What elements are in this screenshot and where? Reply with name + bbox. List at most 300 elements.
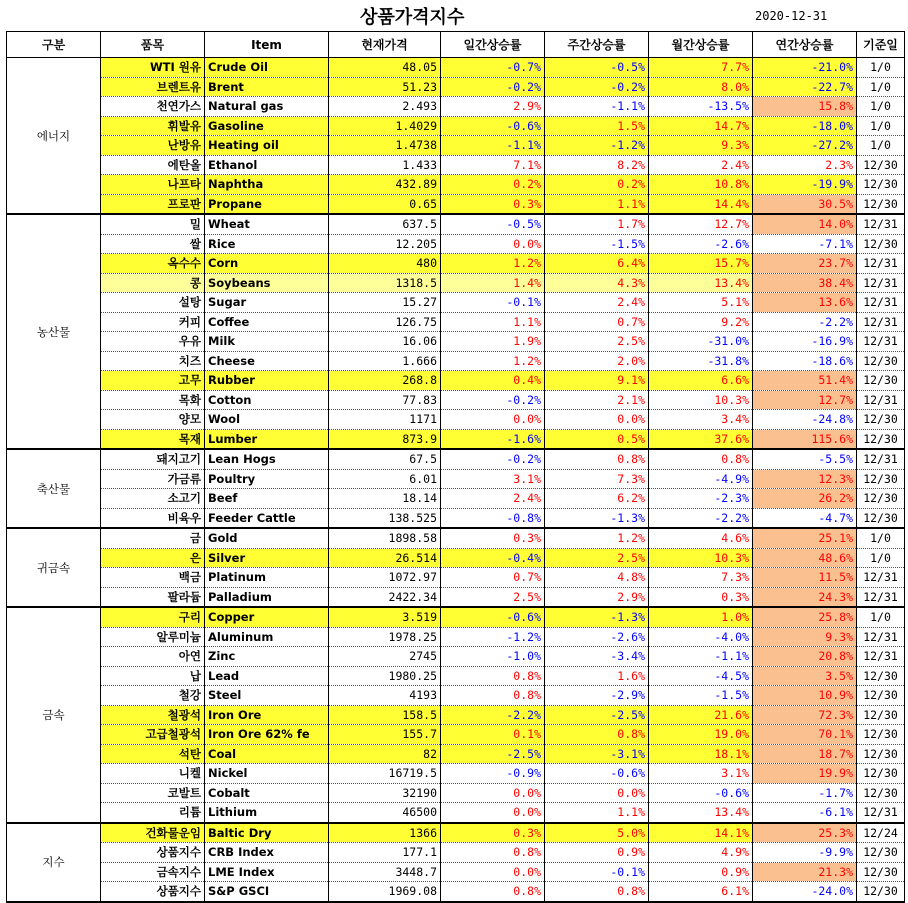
table-row <box>7 371 905 391</box>
table-row <box>7 175 905 195</box>
table-row <box>7 116 905 136</box>
item-name: LME Index <box>205 862 329 882</box>
weekly-change: 0.7% <box>545 312 649 332</box>
weekly-change: 5.0% <box>545 823 649 843</box>
korean-name: 옥수수 <box>101 254 205 274</box>
current-price: 1898.58 <box>329 528 441 548</box>
item-name: Platinum <box>205 568 329 588</box>
weekly-change: -0.2% <box>545 77 649 97</box>
current-price: 1318.5 <box>329 273 441 293</box>
monthly-change: 8.0% <box>649 77 753 97</box>
monthly-change: -31.0% <box>649 332 753 352</box>
current-price: 1969.08 <box>329 882 441 902</box>
weekly-change: -1.5% <box>545 234 649 254</box>
annual-change: 11.5% <box>753 568 857 588</box>
weekly-change: 9.1% <box>545 371 649 391</box>
korean-name: 고무 <box>101 371 205 391</box>
current-price: 12.205 <box>329 234 441 254</box>
monthly-change: 4.6% <box>649 528 753 548</box>
annual-change: 20.8% <box>753 647 857 667</box>
category-cell: 귀금속 <box>7 528 101 607</box>
korean-name: 에탄올 <box>101 155 205 175</box>
current-price: 1171 <box>329 410 441 430</box>
monthly-change: -4.0% <box>649 627 753 647</box>
annual-change: 25.1% <box>753 528 857 548</box>
table-row <box>7 725 905 745</box>
monthly-change: 14.7% <box>649 116 753 136</box>
item-name: Silver <box>205 548 329 568</box>
col-header: 주간상승률 <box>545 32 649 58</box>
daily-change: 0.8% <box>441 666 545 686</box>
table-row <box>7 686 905 706</box>
base-date: 12/31 <box>857 214 905 234</box>
table-row <box>7 293 905 313</box>
current-price: 138.525 <box>329 508 441 528</box>
table-row <box>7 194 905 214</box>
weekly-change: 8.2% <box>545 155 649 175</box>
base-date: 12/30 <box>857 764 905 784</box>
weekly-change: -0.6% <box>545 764 649 784</box>
daily-change: 0.8% <box>441 843 545 863</box>
daily-change: -1.6% <box>441 429 545 449</box>
item-name: Gold <box>205 528 329 548</box>
table-row <box>7 214 905 234</box>
current-price: 1.433 <box>329 155 441 175</box>
korean-name: 건화물운임 <box>101 823 205 843</box>
table-row <box>7 77 905 97</box>
annual-change: 15.8% <box>753 97 857 117</box>
table-row <box>7 410 905 430</box>
base-date: 12/31 <box>857 587 905 607</box>
monthly-change: 21.6% <box>649 705 753 725</box>
annual-change: -24.8% <box>753 410 857 430</box>
korean-name: 쌀 <box>101 234 205 254</box>
daily-change: 0.3% <box>441 194 545 214</box>
korean-name: 나프타 <box>101 175 205 195</box>
weekly-change: -3.4% <box>545 647 649 667</box>
annual-change: -2.2% <box>753 312 857 332</box>
base-date: 12/30 <box>857 175 905 195</box>
korean-name: 우유 <box>101 332 205 352</box>
monthly-change: 15.7% <box>649 254 753 274</box>
korean-name: 양모 <box>101 410 205 430</box>
monthly-change: -2.2% <box>649 508 753 528</box>
current-price: 1978.25 <box>329 627 441 647</box>
weekly-change: -1.2% <box>545 136 649 156</box>
monthly-change: 9.3% <box>649 136 753 156</box>
table-row <box>7 528 905 548</box>
item-name: Naphtha <box>205 175 329 195</box>
current-price: 82 <box>329 744 441 764</box>
daily-change: 2.9% <box>441 97 545 117</box>
item-name: Rice <box>205 234 329 254</box>
weekly-change: 1.2% <box>545 528 649 548</box>
annual-change: 51.4% <box>753 371 857 391</box>
annual-change: 10.9% <box>753 686 857 706</box>
item-name: Nickel <box>205 764 329 784</box>
table-row <box>7 587 905 607</box>
daily-change: -1.1% <box>441 136 545 156</box>
monthly-change: 19.0% <box>649 725 753 745</box>
table-row <box>7 254 905 274</box>
daily-change: 0.0% <box>441 862 545 882</box>
daily-change: -0.2% <box>441 449 545 469</box>
korean-name: 난방유 <box>101 136 205 156</box>
annual-change: -18.6% <box>753 351 857 371</box>
daily-change: 2.4% <box>441 489 545 509</box>
table-row <box>7 783 905 803</box>
annual-change: 14.0% <box>753 214 857 234</box>
current-price: 126.75 <box>329 312 441 332</box>
monthly-change: 9.2% <box>649 312 753 332</box>
item-name: Ethanol <box>205 155 329 175</box>
current-price: 51.23 <box>329 77 441 97</box>
daily-change: -2.2% <box>441 705 545 725</box>
daily-change: 1.2% <box>441 351 545 371</box>
item-name: Lean Hogs <box>205 449 329 469</box>
current-price: 1980.25 <box>329 666 441 686</box>
item-name: Feeder Cattle <box>205 508 329 528</box>
current-price: 46500 <box>329 803 441 823</box>
weekly-change: 4.8% <box>545 568 649 588</box>
daily-change: 7.1% <box>441 155 545 175</box>
item-name: Copper <box>205 607 329 627</box>
annual-change: 21.3% <box>753 862 857 882</box>
monthly-change: 0.9% <box>649 862 753 882</box>
current-price: 155.7 <box>329 725 441 745</box>
korean-name: 커피 <box>101 312 205 332</box>
weekly-change: -2.9% <box>545 686 649 706</box>
annual-change: 19.9% <box>753 764 857 784</box>
item-name: S&P GSCI <box>205 882 329 902</box>
weekly-change: 2.4% <box>545 293 649 313</box>
annual-change: -21.0% <box>753 58 857 78</box>
item-name: Beef <box>205 489 329 509</box>
korean-name: 소고기 <box>101 489 205 509</box>
korean-name: 돼지고기 <box>101 449 205 469</box>
base-date: 1/0 <box>857 548 905 568</box>
annual-change: 13.6% <box>753 293 857 313</box>
base-date: 12/30 <box>857 508 905 528</box>
daily-change: 0.1% <box>441 725 545 745</box>
monthly-change: 13.4% <box>649 803 753 823</box>
korean-name: 상품지수 <box>101 843 205 863</box>
table-row <box>7 449 905 469</box>
korean-name: 밀 <box>101 214 205 234</box>
table-row <box>7 155 905 175</box>
korean-name: 가금류 <box>101 469 205 489</box>
monthly-change: 3.4% <box>649 410 753 430</box>
weekly-change: 0.2% <box>545 175 649 195</box>
current-price: 873.9 <box>329 429 441 449</box>
korean-name: 설탕 <box>101 293 205 313</box>
col-header: 월간상승률 <box>649 32 753 58</box>
table-body <box>7 58 905 902</box>
korean-name: 상품지수 <box>101 882 205 902</box>
korean-name: 철강 <box>101 686 205 706</box>
annual-change: -1.7% <box>753 783 857 803</box>
korean-name: 석탄 <box>101 744 205 764</box>
item-name: Crude Oil <box>205 58 329 78</box>
monthly-change: -4.5% <box>649 666 753 686</box>
current-price: 480 <box>329 254 441 274</box>
daily-change: 0.4% <box>441 371 545 391</box>
monthly-change: 1.0% <box>649 607 753 627</box>
weekly-change: 2.9% <box>545 587 649 607</box>
korean-name: WTI 원유 <box>101 58 205 78</box>
current-price: 77.83 <box>329 390 441 410</box>
annual-change: -27.2% <box>753 136 857 156</box>
weekly-change: 1.7% <box>545 214 649 234</box>
annual-change: 12.3% <box>753 469 857 489</box>
table-row <box>7 803 905 823</box>
current-price: 26.514 <box>329 548 441 568</box>
annual-change: 48.6% <box>753 548 857 568</box>
category-cell: 지수 <box>7 823 101 902</box>
monthly-change: -1.1% <box>649 647 753 667</box>
item-name: Gasoline <box>205 116 329 136</box>
daily-change: -0.1% <box>441 293 545 313</box>
current-price: 32190 <box>329 783 441 803</box>
base-date: 12/30 <box>857 705 905 725</box>
annual-change: -4.7% <box>753 508 857 528</box>
item-name: Propane <box>205 194 329 214</box>
item-name: Cheese <box>205 351 329 371</box>
current-price: 67.5 <box>329 449 441 469</box>
base-date: 12/30 <box>857 862 905 882</box>
korean-name: 휘발유 <box>101 116 205 136</box>
monthly-change: 5.1% <box>649 293 753 313</box>
current-price: 1366 <box>329 823 441 843</box>
daily-change: 0.0% <box>441 234 545 254</box>
current-price: 16.06 <box>329 332 441 352</box>
korean-name: 비육우 <box>101 508 205 528</box>
table-row <box>7 489 905 509</box>
monthly-change: 3.1% <box>649 764 753 784</box>
weekly-change: -0.1% <box>545 862 649 882</box>
monthly-change: 7.7% <box>649 58 753 78</box>
korean-name: 브렌트유 <box>101 77 205 97</box>
item-name: Zinc <box>205 647 329 667</box>
base-date: 12/24 <box>857 823 905 843</box>
base-date: 12/30 <box>857 666 905 686</box>
weekly-change: -3.1% <box>545 744 649 764</box>
item-name: Cobalt <box>205 783 329 803</box>
category-cell: 축산물 <box>7 449 101 528</box>
daily-change: 0.0% <box>441 783 545 803</box>
item-name: Lithium <box>205 803 329 823</box>
monthly-change: 0.3% <box>649 587 753 607</box>
weekly-change: 2.0% <box>545 351 649 371</box>
monthly-change: 10.3% <box>649 548 753 568</box>
monthly-change: 6.6% <box>649 371 753 391</box>
table-row <box>7 764 905 784</box>
monthly-change: -4.9% <box>649 469 753 489</box>
base-date: 12/30 <box>857 155 905 175</box>
annual-change: -24.0% <box>753 882 857 902</box>
current-price: 6.01 <box>329 469 441 489</box>
monthly-change: -2.6% <box>649 234 753 254</box>
col-header: 연간상승률 <box>753 32 857 58</box>
monthly-change: 14.4% <box>649 194 753 214</box>
monthly-change: 14.1% <box>649 823 753 843</box>
item-name: Milk <box>205 332 329 352</box>
korean-name: 치즈 <box>101 351 205 371</box>
report-date: 2020-12-31 <box>755 9 828 23</box>
base-date: 1/0 <box>857 58 905 78</box>
base-date: 12/31 <box>857 273 905 293</box>
table-row <box>7 744 905 764</box>
annual-change: 26.2% <box>753 489 857 509</box>
monthly-change: 37.6% <box>649 429 753 449</box>
col-header: Item <box>205 32 329 58</box>
annual-change: -22.7% <box>753 77 857 97</box>
col-header: 품목 <box>101 32 205 58</box>
daily-change: 0.0% <box>441 803 545 823</box>
table-row <box>7 273 905 293</box>
korean-name: 알루미늄 <box>101 627 205 647</box>
annual-change: 12.7% <box>753 390 857 410</box>
daily-change: -1.0% <box>441 647 545 667</box>
daily-change: -0.2% <box>441 77 545 97</box>
table-row <box>7 332 905 352</box>
annual-change: 18.7% <box>753 744 857 764</box>
korean-name: 콩 <box>101 273 205 293</box>
current-price: 16719.5 <box>329 764 441 784</box>
weekly-change: 0.5% <box>545 429 649 449</box>
daily-change: -0.6% <box>441 607 545 627</box>
daily-change: 0.0% <box>441 410 545 430</box>
korean-name: 목재 <box>101 429 205 449</box>
korean-name: 고급철광석 <box>101 725 205 745</box>
korean-name: 목화 <box>101 390 205 410</box>
daily-change: 1.1% <box>441 312 545 332</box>
col-header: 일간상승률 <box>441 32 545 58</box>
current-price: 4193 <box>329 686 441 706</box>
current-price: 1.4738 <box>329 136 441 156</box>
monthly-change: -2.3% <box>649 489 753 509</box>
base-date: 12/31 <box>857 293 905 313</box>
annual-change: -18.0% <box>753 116 857 136</box>
table-row <box>7 862 905 882</box>
base-date: 12/30 <box>857 783 905 803</box>
weekly-change: 1.1% <box>545 194 649 214</box>
daily-change: 3.1% <box>441 469 545 489</box>
item-name: Natural gas <box>205 97 329 117</box>
page-title: 상품가격지수 <box>360 7 465 28</box>
monthly-change: 0.8% <box>649 449 753 469</box>
item-name: Wool <box>205 410 329 430</box>
daily-change: -2.5% <box>441 744 545 764</box>
weekly-change: 0.8% <box>545 725 649 745</box>
monthly-change: 6.1% <box>649 882 753 902</box>
korean-name: 금 <box>101 528 205 548</box>
weekly-change: 1.6% <box>545 666 649 686</box>
annual-change: 25.8% <box>753 607 857 627</box>
daily-change: 1.9% <box>441 332 545 352</box>
base-date: 12/30 <box>857 429 905 449</box>
item-name: Palladium <box>205 587 329 607</box>
base-date: 12/30 <box>857 686 905 706</box>
item-name: Brent <box>205 77 329 97</box>
item-name: CRB Index <box>205 843 329 863</box>
item-name: Lead <box>205 666 329 686</box>
daily-change: -0.8% <box>441 508 545 528</box>
table-row <box>7 58 905 78</box>
table-row <box>7 97 905 117</box>
table-row <box>7 429 905 449</box>
base-date: 12/30 <box>857 234 905 254</box>
item-name: Rubber <box>205 371 329 391</box>
weekly-change: 0.8% <box>545 449 649 469</box>
korean-name: 천연가스 <box>101 97 205 117</box>
col-header: 기준일 <box>857 32 905 58</box>
category-cell: 금속 <box>7 607 101 823</box>
current-price: 2.493 <box>329 97 441 117</box>
monthly-change: -0.6% <box>649 783 753 803</box>
daily-change: 0.8% <box>441 686 545 706</box>
daily-change: 0.8% <box>441 882 545 902</box>
annual-change: 115.6% <box>753 429 857 449</box>
current-price: 432.89 <box>329 175 441 195</box>
table-row <box>7 508 905 528</box>
annual-change: 25.3% <box>753 823 857 843</box>
base-date: 1/0 <box>857 116 905 136</box>
current-price: 2422.34 <box>329 587 441 607</box>
annual-change: 72.3% <box>753 705 857 725</box>
annual-change: -9.9% <box>753 843 857 863</box>
weekly-change: 1.1% <box>545 803 649 823</box>
weekly-change: 2.1% <box>545 390 649 410</box>
weekly-change: 1.5% <box>545 116 649 136</box>
current-price: 18.14 <box>329 489 441 509</box>
monthly-change: 12.7% <box>649 214 753 234</box>
base-date: 12/31 <box>857 332 905 352</box>
weekly-change: -2.6% <box>545 627 649 647</box>
base-date: 1/0 <box>857 136 905 156</box>
base-date: 12/31 <box>857 568 905 588</box>
current-price: 1.4029 <box>329 116 441 136</box>
table-row <box>7 627 905 647</box>
korean-name: 리튬 <box>101 803 205 823</box>
daily-change: -0.9% <box>441 764 545 784</box>
monthly-change: -13.5% <box>649 97 753 117</box>
annual-change: 23.7% <box>753 254 857 274</box>
item-name: Cotton <box>205 390 329 410</box>
monthly-change: -1.5% <box>649 686 753 706</box>
annual-change: -19.9% <box>753 175 857 195</box>
base-date: 12/31 <box>857 449 905 469</box>
weekly-change: 0.8% <box>545 882 649 902</box>
current-price: 1.666 <box>329 351 441 371</box>
annual-change: 2.3% <box>753 155 857 175</box>
daily-change: -0.7% <box>441 58 545 78</box>
base-date: 12/30 <box>857 351 905 371</box>
table-row <box>7 390 905 410</box>
base-date: 1/0 <box>857 97 905 117</box>
col-header: 현재가격 <box>329 32 441 58</box>
korean-name: 아연 <box>101 647 205 667</box>
annual-change: 38.4% <box>753 273 857 293</box>
base-date: 12/30 <box>857 882 905 902</box>
current-price: 0.65 <box>329 194 441 214</box>
weekly-change: 0.0% <box>545 410 649 430</box>
current-price: 1072.97 <box>329 568 441 588</box>
table-row <box>7 705 905 725</box>
current-price: 3448.7 <box>329 862 441 882</box>
base-date: 12/31 <box>857 312 905 332</box>
korean-name: 납 <box>101 666 205 686</box>
